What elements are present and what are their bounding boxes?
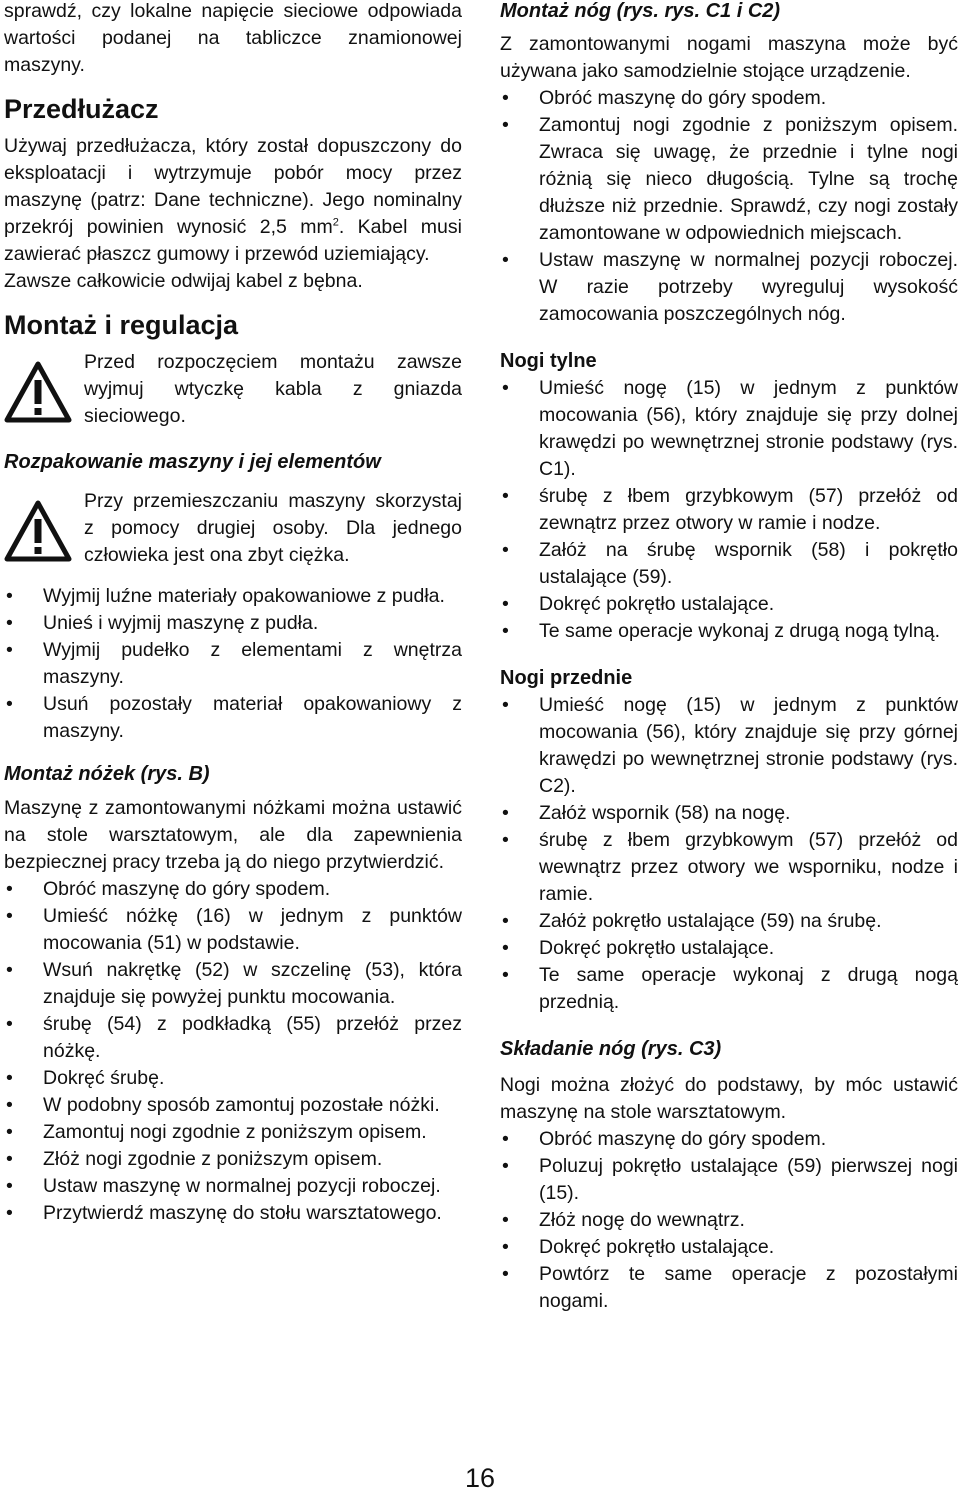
list-item-text: Wsuń nakrętkę (52) w szczelinę (53), która znajduje się powyżej punktu mocowania. — [43, 959, 462, 1008]
list-item-text: Powtórz te same operacje z pozostałymi nogami. — [539, 1263, 958, 1312]
bullet-icon: • — [6, 585, 13, 607]
list-item — [500, 112, 958, 247]
list-item — [500, 800, 958, 827]
list-item — [4, 610, 462, 637]
list-item — [500, 375, 958, 483]
list-item-text: Dokręć śrubę. — [43, 1067, 165, 1089]
list-item-text: Dokręć pokrętło ustalające. — [539, 593, 775, 615]
bullet-icon: • — [502, 377, 509, 399]
bullet-icon: • — [502, 1128, 509, 1150]
bullet-icon: • — [502, 964, 509, 986]
warning-text-1: Przed rozpoczęciem montażu zawsze wyjmuj wtyczkę kabla z gniazda sieciowego. — [84, 351, 462, 427]
feet-assembly-paragraph: Maszynę z zamontowanymi nóżkami można ustawić na stole warsztatowym, ale dla zapewnienia bezpiecznej pracy trzeba ją do niego przytwierdzić. — [4, 797, 462, 873]
list-item — [500, 1261, 958, 1315]
list-item — [4, 1011, 462, 1065]
bullet-icon: • — [6, 959, 13, 981]
list-item-text: Usuń pozostały materiał opakowaniowy z maszyny. — [43, 693, 462, 742]
list-item — [4, 1146, 462, 1173]
list-item — [4, 1173, 462, 1200]
list-item-text: Umieść nogę (15) w jednym z punktów mocowania (56), który znajduje się przy dolnej krawędzi po wewnętrznej stronie podstawy (rys. C1). — [539, 377, 958, 480]
list-item-text: Te same operacje wykonaj z drugą nogą tylną. — [539, 620, 941, 642]
extension-cord-text-cont: . Kabel musi zawierać płaszcz gumowy i przewód uziemiający. — [4, 216, 462, 265]
list-item-text: Załóż wspornik (58) na nogę. — [539, 802, 791, 824]
list-item-text: Zamontuj nogi zgodnie z poniższym opisem. Zwraca się uwagę, że przednie i tylne nogi różnią się nieco długością. Tylne są trochę dłuższe niż przednie. Sprawdź, czy nogi zostały zamontowane w odpowiednich miejscach. — [539, 114, 958, 244]
warning-triangle-icon — [4, 500, 72, 562]
bullet-icon: • — [6, 1175, 13, 1197]
list-item — [500, 537, 958, 591]
list-item — [500, 618, 958, 645]
folding-legs-paragraph: Nogi można złożyć do podstawy, by móc ustawić maszynę na stole warsztatowym. — [500, 1074, 958, 1123]
list-item — [4, 583, 462, 610]
unpacking-heading: Rozpakowanie maszyny i jej elementów — [4, 451, 381, 473]
list-item — [4, 1092, 462, 1119]
bullet-icon: • — [502, 694, 509, 716]
extension-cord-unwind: Zawsze całkowicie odwijaj kabel z bębna. — [4, 270, 363, 292]
legs-assembly-heading: Montaż nóg (rys. rys. C1 i C2) — [500, 0, 781, 22]
rear-legs-list — [500, 375, 958, 645]
list-item — [500, 827, 958, 908]
list-item — [500, 962, 958, 1016]
bullet-icon: • — [6, 905, 13, 927]
bullet-icon: • — [502, 485, 509, 507]
list-item-text: śrubę z łbem grzybkowym (57) przełóż od zewnątrz przez otwory w ramie i nodze. — [539, 485, 958, 534]
bullet-icon: • — [502, 802, 509, 824]
list-item-text: Wyjmij pudełko z elementami z wnętrza maszyny. — [43, 639, 462, 688]
intro-paragraph: sprawdź, czy lokalne napięcie sieciowe odpowiada wartości podanej na tabliczce znamionowej maszyny. — [4, 0, 462, 76]
warning-block-1 — [4, 349, 462, 430]
extension-cord-text: Używaj przedłużacza, który został dopuszczony do eksploatacji i wytrzymuje pobór mocy przez maszynę (patrz: Dane techniczne). Jego nominalny przekrój powinien wynosić 2,5 mm — [4, 135, 462, 238]
list-item-text: Wyjmij luźne materiały opakowaniowe z pudła. — [43, 585, 445, 607]
list-item — [4, 1119, 462, 1146]
list-item — [4, 957, 462, 1011]
list-item-text: Złóż nogę do wewnątrz. — [539, 1209, 745, 1231]
list-item — [500, 1207, 958, 1234]
bullet-icon: • — [502, 1209, 509, 1231]
list-item — [500, 935, 958, 962]
bullet-icon: • — [6, 1094, 13, 1116]
right-column — [500, 0, 958, 1315]
list-item-text: śrubę (54) z podkładką (55) przełóż przez nóżkę. — [43, 1013, 462, 1062]
list-item — [500, 591, 958, 618]
list-item-text: Zamontuj nogi zgodnie z poniższym opisem. — [43, 1121, 427, 1143]
assembly-heading: Montaż i regulacja — [4, 310, 239, 340]
bullet-icon: • — [502, 1263, 509, 1285]
list-item-text: Przytwierdź maszynę do stołu warsztatowego. — [43, 1202, 442, 1224]
page-number: 16 — [464, 1463, 496, 1493]
list-item-text: Obróć maszynę do góry spodem. — [43, 878, 331, 900]
bullet-icon: • — [502, 539, 509, 561]
bullet-icon: • — [6, 1121, 13, 1143]
list-item — [500, 1153, 958, 1207]
list-item-text: Dokręć pokrętło ustalające. — [539, 937, 775, 959]
bullet-icon: • — [502, 937, 509, 959]
list-item-text: Umieść nogę (15) w jednym z punktów mocowania (56), który znajduje się przy górnej krawędzi po wewnętrznej stronie podstawy (rys. C2). — [539, 694, 958, 797]
bullet-icon: • — [502, 1155, 509, 1177]
warning-text-2: Przy przemieszczaniu maszyny skorzystaj z pomocy drugiej osoby. Dla jednego człowieka jest ona zbyt ciężka. — [84, 490, 462, 566]
list-item — [4, 876, 462, 903]
list-item-text: Te same operacje wykonaj z drugą nogą przednią. — [539, 964, 958, 1013]
list-item — [4, 691, 462, 745]
warning-triangle-icon — [4, 361, 72, 423]
list-item-text: Ustaw maszynę w normalnej pozycji roboczej. W razie potrzeby wyreguluj wysokość zamocowania poszczególnych nóg. — [539, 249, 958, 325]
list-item-text: Umieść nóżkę (16) w jednym z punktów mocowania (51) w podstawie. — [43, 905, 462, 954]
list-item-text: Unieś i wyjmij maszynę z pudła. — [43, 612, 319, 634]
rear-legs-heading: Nogi tylne — [500, 350, 597, 372]
bullet-icon: • — [6, 639, 13, 661]
list-item — [4, 1065, 462, 1092]
bullet-icon: • — [502, 829, 509, 851]
list-item-text: Poluzuj pokrętło ustalające (59) pierwszej nogi (15). — [539, 1155, 958, 1204]
left-column — [4, 0, 462, 1227]
bullet-icon: • — [6, 693, 13, 715]
list-item — [4, 903, 462, 957]
list-item-text: Załóż na śrubę wspornik (58) i pokrętło ustalające (59). — [539, 539, 958, 588]
list-item-text: Złóż nogi zgodnie z poniższym opisem. — [43, 1148, 383, 1170]
bullet-icon: • — [6, 1013, 13, 1035]
bullet-icon: • — [6, 1067, 13, 1089]
bullet-icon: • — [502, 620, 509, 642]
feet-assembly-list — [4, 876, 462, 1227]
list-item-text: Obróć maszynę do góry spodem. — [539, 87, 827, 109]
list-item-text: Załóż pokrętło ustalające (59) na śrubę. — [539, 910, 882, 932]
list-item — [500, 247, 958, 328]
bullet-icon: • — [6, 1148, 13, 1170]
bullet-icon: • — [6, 1202, 13, 1224]
bullet-icon: • — [502, 1236, 509, 1258]
list-item-text: Obróć maszynę do góry spodem. — [539, 1128, 827, 1150]
list-item — [500, 1234, 958, 1261]
feet-assembly-heading: Montaż nóżek (rys. B) — [4, 763, 210, 785]
list-item — [500, 483, 958, 537]
list-item — [4, 637, 462, 691]
bullet-icon: • — [6, 878, 13, 900]
legs-assembly-paragraph: Z zamontowanymi nogami maszyna może być używana jako samodzielnie stojące urządzenie. — [500, 33, 958, 82]
front-legs-list — [500, 692, 958, 1016]
unpacking-list — [4, 583, 462, 745]
list-item — [500, 85, 958, 112]
extension-cord-heading: Przedłużacz — [4, 94, 159, 124]
list-item — [4, 1200, 462, 1227]
bullet-icon: • — [502, 87, 509, 109]
list-item — [500, 908, 958, 935]
list-item-text: W podobny sposób zamontuj pozostałe nóżki. — [43, 1094, 440, 1116]
bullet-icon: • — [502, 910, 509, 932]
superscript-2: 2 — [332, 216, 339, 229]
legs-assembly-list — [500, 85, 958, 328]
folding-legs-list — [500, 1126, 958, 1315]
list-item-text: śrubę z łbem grzybkowym (57) przełóż od wewnątrz przez otwory we wsporniku, nodze i ramie. — [539, 829, 958, 905]
list-item — [500, 1126, 958, 1153]
list-item — [500, 692, 958, 800]
bullet-icon: • — [502, 114, 509, 136]
front-legs-heading: Nogi przednie — [500, 667, 633, 689]
bullet-icon: • — [502, 249, 509, 271]
bullet-icon: • — [502, 593, 509, 615]
extension-cord-paragraph — [4, 133, 462, 268]
folding-legs-heading: Składanie nóg (rys. C3) — [500, 1038, 722, 1060]
warning-block-2 — [4, 488, 462, 569]
bullet-icon: • — [6, 612, 13, 634]
list-item-text: Dokręć pokrętło ustalające. — [539, 1236, 775, 1258]
list-item-text: Ustaw maszynę w normalnej pozycji roboczej. — [43, 1175, 441, 1197]
